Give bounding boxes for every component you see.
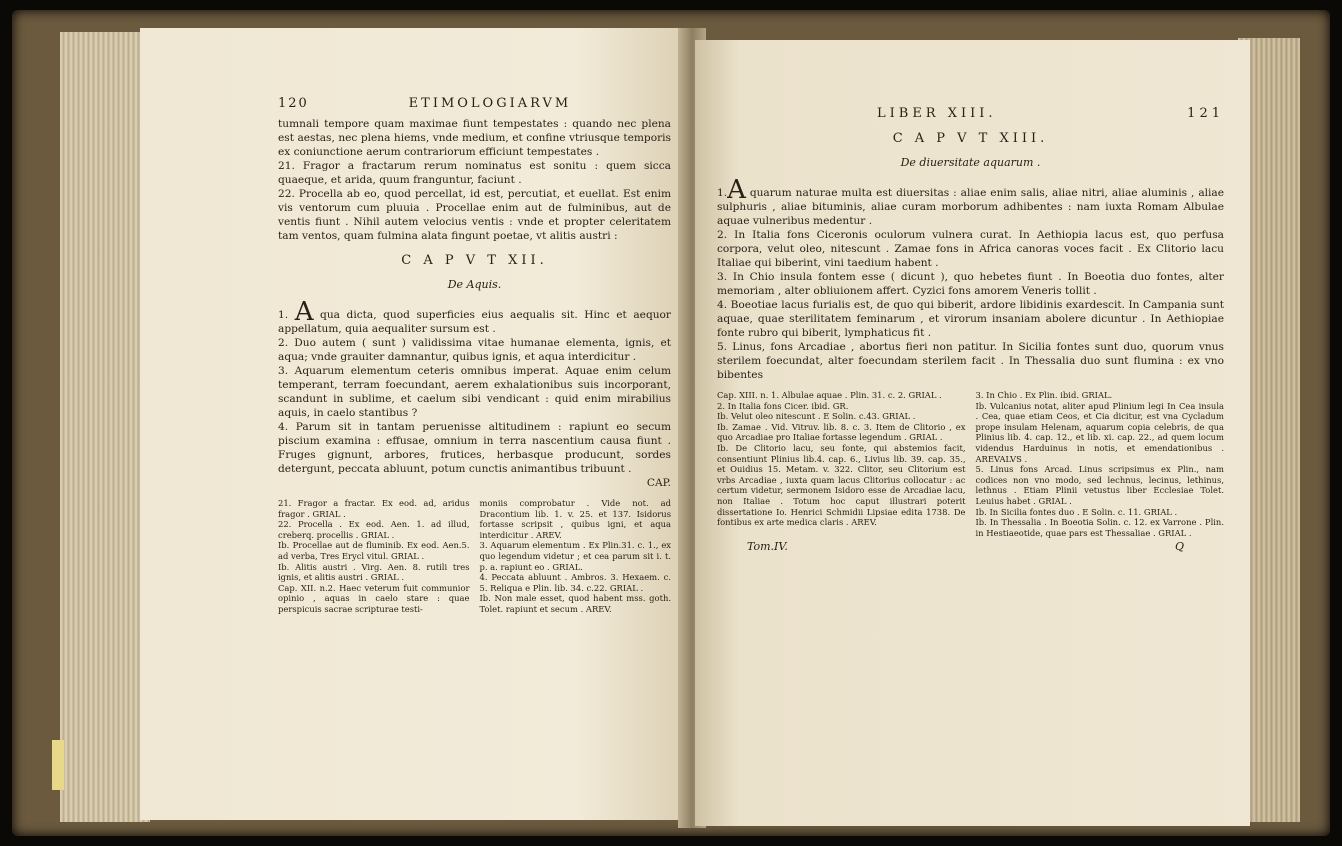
paragraph-2: 2. Duo autem ( sunt ) validissima vitae humanae elementa, ignis, et aqua; vnde grauiter damnantur, quibus ignis, et aqua interdicitur . bbox=[278, 337, 671, 363]
chapter-subtitle-xiii: De diuersitate aquarum . bbox=[900, 156, 1041, 169]
r-paragraph-4: 4. Boeotiae lacus furialis est, de quo qui biberit, ardore libidinis exardescit. In Campania sunt aquae, quae sterilitatem feminarum , et virorum insaniam abolere dicuntur . In Aethiopiae fonte rubro qui biberit, lymphaticus fit . bbox=[717, 299, 1224, 339]
chapter-heading-xii: C A P V T XII. bbox=[401, 253, 548, 268]
paragraph-3: 3. Aquarum elementum ceteris omnibus imperat. Aquae enim celum temperant, terram foecundant, aerem exhalationibus suis incorporant, scandunt in sublime, et caelum sibi vendicant : quid enim mirabilius aquis, in caelo stantibus ? bbox=[278, 365, 671, 419]
left-page-number: 120 bbox=[278, 96, 309, 111]
footnote: 22. Procella . Ex eod. Aen. 1. ad illud, creberq. procellis . GRIAL . bbox=[278, 519, 470, 540]
right-running-title: LIBER XIII. bbox=[877, 106, 997, 121]
footnotes-col-2 bbox=[480, 498, 672, 615]
left-intro: tumnali tempore quam maximae fiunt tempestates : quando nec plena est aestas, nec plena hiems, vnde medium, et confine vtriusque temporis ex coniunctione aerum contrariorum efficiunt tempestates . bbox=[278, 118, 671, 158]
r-paragraph-2: 2. In Italia fons Ciceronis oculorum vulnera curat. In Aethiopia lacus est, quo perfusa corpora, velut oleo, nitescunt . Zamae fons in Africa canoras voces facit . Ex Clitorio lacu Italiae qui biberint, vini taedium habent . bbox=[717, 229, 1224, 269]
r-paragraph-3: 3. In Chio insula fontem esse ( dicunt ), quo hebetes fiunt . In Boeotia duo fontes, alter memoriam , alter obliuionem affert. Cyzici fons amorem Veneris tollit . bbox=[717, 271, 1224, 297]
footnote: 2. In Italia fons Cicer. ibid. GR. bbox=[717, 400, 849, 411]
right-running-head bbox=[717, 106, 1224, 121]
footnote: Ib. Zamae . Vid. Vitruv. lib. 8. c. 3. Item de Clitorio , ex quo Arcadiae pro Italiae fortasse legendum . GRIAL . bbox=[717, 421, 966, 443]
r-footnotes-col-1 bbox=[717, 390, 966, 538]
page-edges-left bbox=[60, 32, 150, 822]
footnote: Ib. Procellae aut de fluminib. Ex eod. Aen.5. ad verba, Tres Erycl vitul. GRIAL . bbox=[278, 540, 470, 561]
footnote: 3. In Chio . Ex Plin. ibid. GRIAL. bbox=[975, 390, 1113, 400]
left-page bbox=[140, 28, 685, 820]
footnote: Ib. Velut oleo nitescunt . E Solin. c.43. GRIAL . bbox=[717, 411, 916, 422]
paragraph-21: 21. Fragor a fractarum rerum nominatus est sonitu : quem sicca quaeque, et arida, quum franguntur, faciunt . bbox=[278, 160, 671, 186]
paragraph-1: 1. A qua dicta, quod superficies eius aequalis sit. Hinc et aequor appellatum, quia aequaliter sursum est . bbox=[278, 297, 671, 335]
footnote: Ib. Non male esset, quod habent mss. goth. Tolet. rapiunt et secum . AREV. bbox=[479, 593, 671, 614]
footnote: moniis comprobatur . Vide not. ad Dracontium lib. 1. v. 25. et 137. Isidorus fortasse scripsit , quibus igni, et aqua interdicitur . AREV. bbox=[479, 498, 671, 540]
footnote: Ib. Alitis austri . Virg. Aen. 8. rutili tres ignis, et alitis austri . GRIAL . bbox=[278, 561, 470, 583]
paragraph-4: 4. Parum sit in tantam peruenisse altitudinem : rapiunt eo secum piscium examina : effusae, omnium in terra nascentium causa fiunt . Fruges gignunt, arbores, frutices, herbasque producunt, sordes detergunt, peccata abluunt, potum cunctis animantibus tribuunt . bbox=[278, 421, 671, 475]
footnote: Ib. In Sicilia fontes duo . E Solin. c. 11. GRIAL . bbox=[975, 506, 1178, 517]
left-running-title: ETIMOLOGIARVM bbox=[408, 96, 572, 111]
footnote: Cap. XIII. n. 1. Albulae aquae . Plin. 31. c. 2. GRIAL . bbox=[717, 390, 942, 400]
chapter-heading-xiii: C A P V T XIII. bbox=[892, 131, 1049, 146]
footnote: Cap. XII. n.2. Haec veterum fuit communior opinio , aquas in caelo stare : quae perspicuis sacrae scripturae testi- bbox=[278, 582, 470, 614]
footnotes-col-1 bbox=[278, 498, 470, 615]
right-page-number: 121 bbox=[1187, 106, 1224, 121]
chapter-subtitle-xii: De Aquis. bbox=[447, 278, 502, 291]
drop-initial: A bbox=[294, 297, 314, 327]
left-running-head bbox=[278, 96, 671, 111]
right-page bbox=[695, 40, 1250, 826]
footnote: Ib. In Thessalia . In Boeotia Solin. c. 12. ex Varrone . Plin. in Hestiaeotide, quae pars est Thessaliae . GRIAL . bbox=[975, 517, 1224, 538]
footnote: 4. Peccata abluunt . Ambros. 3. Hexaem. c. 5. Reliqua e Plin. lib. 34. c.22. GRIAL . bbox=[479, 572, 671, 593]
r-paragraph-5: 5. Linus, fons Arcadiae , abortus fieri non patitur. In Sicilia fontes sunt duo, quorum vnus sterilem foecundat, alter foecundam sterilem facit . In Thessalia duo sunt flumina : ex vno bibentes bbox=[717, 341, 1224, 381]
footnote: Ib. De Clitorio lacu, seu fonte, qui abstemios facit, consentiunt Plinius lib.4. cap. 6., Livius lib. 39. cap. 35., et Ouidius 15. Metam. v. 322. Clitor, seu Clitorium est vrbs Arcadiae , iuxta quam lacus Clitorius collocatur : ac certum videtur, sermonem Isidoro esse de Arcadiae lacu, non Italiae . Totum hoc caput illustrari poterit dissertatione Io. Henrici Schmidii Lipsiae edita 1738. De fontibus ex arte medica claris . AREV. bbox=[717, 442, 966, 528]
page-signature bbox=[717, 540, 1224, 553]
volume-mark: Tom.IV. bbox=[747, 540, 788, 554]
footnote: Ib. Vulcanius notat, aliter apud Plinium legi In Cea insula . Cea, quae etiam Ceos, et Cia dicitur, est vna Cycladum prope insulam Helenam, aquarum copia celebris, de qua Plinius lib. 4. cap. 12., et lib. xi. cap. 22., ad quem locum videndus Harduinus in notis, et emendationibus . AREVALVS . bbox=[975, 400, 1224, 464]
footnote: 5. Linus fons Arcad. Linus scripsimus ex Plin., nam codices non vno modo, sed lechnus, lecinus, lethinus, lethnus . Etiam Plinii vetustus liber Ecclesiae Tolet. Leuius habet . GRIAL . bbox=[975, 464, 1224, 506]
r-footnotes-col-2 bbox=[976, 390, 1225, 538]
r-paragraph-1: 1.A quarum naturae multa est diuersitas : aliae enim salis, aliae nitri, aliae aluminis , aliae sulphuris , aliae bituminis, aliae curam morborum adhibentes : nam iuxta Romam Albulae aquae vulneribus medentur . bbox=[717, 175, 1224, 227]
catchword: CAP. bbox=[646, 477, 671, 489]
footnote: 3. Aquarum elementum . Ex Plin.31. c. 1., ex quo legendum videtur ; et cea parum sit i. t. p. a. rapiunt eo . GRIAL. bbox=[479, 540, 671, 572]
footnote: 21. Fragor a fractar. Ex eod. ad, aridus fragor . GRIAL . bbox=[278, 498, 470, 519]
r-drop-initial: A bbox=[727, 175, 746, 205]
paragraph-22: 22. Procella ab eo, quod percellat, id est, percutiat, et euellat. Est enim vis ventorum cum pluuia . Procellae enim aut de fulminibus, aut de ventis fiunt . Nihil autem velocius ventis : vnde et propter celeritatem tam ventos, quam fulmina alata fingunt poetae, vt alitis austri : bbox=[278, 188, 671, 242]
right-footnotes bbox=[717, 390, 1224, 538]
left-footnotes bbox=[278, 498, 671, 615]
bookmark-label bbox=[52, 740, 64, 790]
signature-mark: Q bbox=[1174, 540, 1184, 554]
